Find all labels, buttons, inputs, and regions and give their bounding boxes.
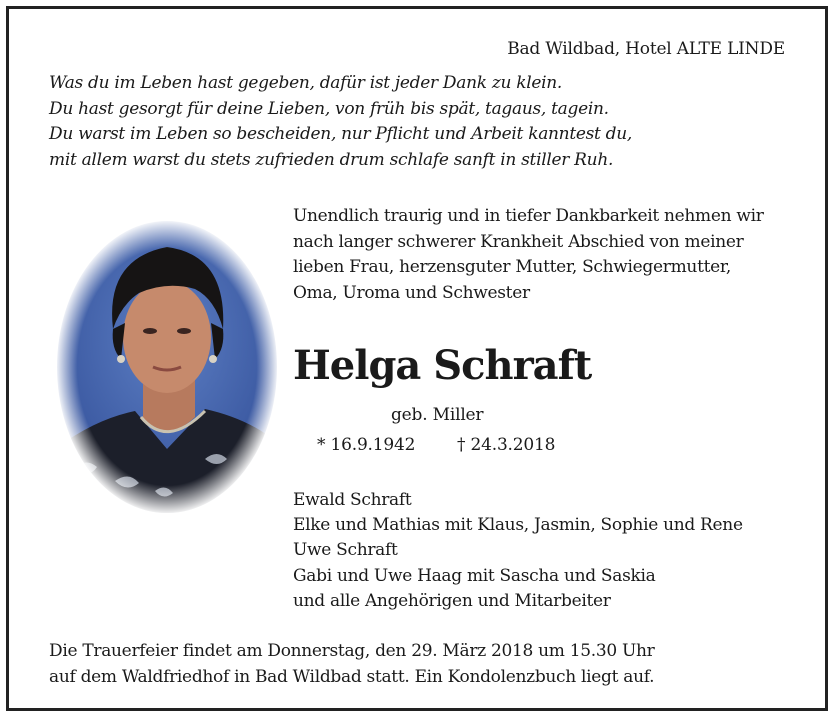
poem-line: Was du im Leben hast gegeben, dafür ist jeder Dank zu klein. <box>49 73 563 93</box>
mourner-line: und alle Angehörigen und Mitarbeiter <box>293 590 611 611</box>
obituary-frame <box>6 6 828 711</box>
poem-line: mit allem warst du stets zufrieden drum schlafe sanft in stiller Ruh. <box>49 149 614 170</box>
mourner-line: Elke und Mathias mit Klaus, Jasmin, Sophie und Rene <box>293 515 743 536</box>
portrait-photo <box>55 219 279 515</box>
funeral-line: auf dem Waldfriedhof in Bad Wildbad statt. Ein Kondolenzbuch liegt auf. <box>49 666 655 687</box>
mourner-line: Ewald Schraft <box>293 490 412 510</box>
intro-line: lieben Frau, herzensguter Mutter, Schwiegermutter, <box>293 257 731 277</box>
mourners-list <box>293 488 813 614</box>
poem-line: Du warst im Leben so bescheiden, nur Pflicht und Arbeit kanntest du, <box>49 124 633 144</box>
mourner-line: Gabi und Uwe Haag mit Sascha und Saskia <box>293 565 656 586</box>
funeral-notice <box>49 639 809 690</box>
intro-line: Oma, Uroma und Schwester <box>293 282 530 303</box>
poem <box>49 71 789 173</box>
location-line: Bad Wildbad, Hotel ALTE LINDE <box>507 39 785 59</box>
birth-date: * 16.9.1942 <box>317 435 416 455</box>
portrait-image <box>55 219 279 515</box>
mourner-line: Uwe Schraft <box>293 540 398 561</box>
deceased-name: Helga Schraft <box>293 342 592 389</box>
poem-line: Du hast gesorgt für deine Lieben, von früh bis spät, tagaus, tagein. <box>49 98 609 119</box>
intro-line: nach langer schwerer Krankheit Abschied von meiner <box>293 231 744 252</box>
intro-text <box>293 204 793 306</box>
maiden-name: geb. Miller <box>391 405 484 425</box>
funeral-line: Die Trauerfeier findet am Donnerstag, den 29. März 2018 um 15.30 Uhr <box>49 641 655 661</box>
death-date: † 24.3.2018 <box>457 435 556 455</box>
intro-line: Unendlich traurig und in tiefer Dankbarkeit nehmen wir <box>293 206 764 226</box>
